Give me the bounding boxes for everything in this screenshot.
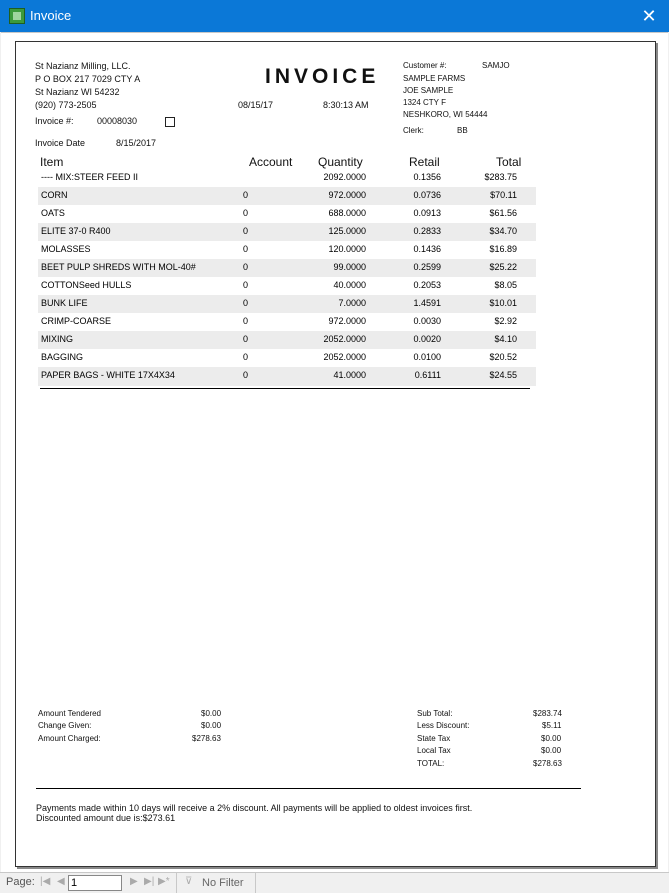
cell-quantity: 120.0000 — [328, 244, 366, 254]
cell-item: OATS — [41, 208, 65, 218]
first-page-icon[interactable]: |◀ — [40, 876, 51, 887]
app-icon — [9, 8, 25, 24]
invoice-date: 8/15/2017 — [116, 138, 157, 148]
cell-account: 0 — [243, 262, 249, 272]
cell-item: ---- MIX:STEER FEED II — [41, 172, 139, 182]
subtotal-value: $283.74 — [533, 709, 562, 718]
customer-line-1: SAMPLE FARMS — [403, 74, 466, 83]
cell-account: 0 — [243, 352, 249, 362]
cell-item: BEET PULP SHREDS WITH MOL-40# — [41, 262, 196, 272]
cell-item: COTTONSeed HULLS — [41, 280, 132, 290]
cell-account: 0 — [243, 226, 249, 236]
company-phone: (920) 773-2505 — [35, 100, 97, 110]
cell-total: $10.01 — [489, 298, 517, 308]
cell-quantity: 688.0000 — [328, 208, 366, 218]
cell-total: $2.92 — [494, 316, 517, 326]
cell-retail: 0.2599 — [413, 262, 441, 272]
table-row — [38, 331, 536, 349]
cell-retail: 0.0736 — [413, 190, 441, 200]
clerk-id: BB — [457, 126, 468, 135]
total-value: $278.63 — [533, 759, 562, 768]
cell-account: 0 — [243, 208, 249, 218]
table-row — [38, 367, 536, 386]
invoice-page — [15, 41, 656, 867]
cell-item: MOLASSES — [41, 244, 91, 254]
customer-line-4: NESHKORO, WI 54444 — [403, 110, 488, 119]
cell-retail: 0.1436 — [413, 244, 441, 254]
close-icon[interactable]: ✕ — [641, 6, 657, 26]
page-label: Page: — [6, 876, 35, 888]
cell-retail: 1.4591 — [413, 298, 441, 308]
cell-retail: 0.2833 — [413, 226, 441, 236]
cell-item: BUNK LIFE — [41, 298, 88, 308]
cell-item: PAPER BAGS - WHITE 17X4X34 — [41, 370, 175, 380]
table-row — [38, 169, 536, 187]
cell-total: $70.11 — [490, 190, 517, 200]
report-frame — [1, 32, 668, 873]
local-tax-label: Local Tax — [417, 746, 451, 755]
column-header-retail: Retail — [409, 155, 440, 169]
invoice-checkbox[interactable] — [165, 117, 175, 127]
cell-quantity: 2092.0000 — [323, 172, 366, 182]
cell-account: 0 — [243, 298, 249, 308]
cell-total: $24.55 — [489, 370, 517, 380]
print-date: 08/15/17 — [238, 100, 274, 110]
window-title: Invoice — [30, 8, 72, 23]
filter-status[interactable]: No Filter — [202, 877, 244, 889]
cell-quantity: 125.0000 — [328, 226, 366, 236]
table-bottom-rule — [40, 388, 530, 389]
column-header-total: Total — [496, 155, 522, 169]
cell-quantity: 2052.0000 — [323, 352, 366, 362]
invoice-title: INVOICE — [265, 65, 380, 88]
column-header-quantity: Quantity — [318, 155, 363, 169]
amount-charged-label: Amount Charged: — [38, 734, 101, 743]
discount-label: Less Discount: — [417, 721, 470, 730]
company-name: St Nazianz Milling, LLC. — [35, 61, 131, 71]
table-row — [38, 277, 536, 295]
footer-terms: Payments made within 10 days will receive a 2% discount. All payments will be applied to oldest invoices first. — [36, 803, 473, 813]
cell-account: 0 — [243, 244, 249, 254]
cell-item: CORN — [41, 190, 68, 200]
cell-item: MIXING — [41, 334, 74, 344]
cell-total: $8.05 — [494, 280, 517, 290]
print-time: 8:30:13 AM — [323, 100, 369, 110]
cell-retail: 0.6111 — [414, 370, 441, 380]
table-row — [38, 295, 536, 313]
cell-retail: 0.2053 — [413, 280, 441, 290]
page-number-input[interactable] — [68, 875, 122, 891]
cell-retail: 0.0030 — [413, 316, 441, 326]
table-row — [38, 259, 536, 277]
amount-tendered-value: $0.00 — [201, 709, 222, 718]
statusbar-divider — [255, 873, 256, 893]
table-row — [38, 205, 536, 223]
table-row — [38, 349, 536, 367]
record-navigation-bar — [0, 872, 669, 893]
last-page-icon[interactable]: ▶| — [144, 876, 155, 887]
cell-quantity: 41.0000 — [333, 370, 366, 380]
filter-icon[interactable]: ⊽ — [185, 876, 193, 887]
cell-retail: 0.0100 — [413, 352, 441, 362]
cell-retail: 0.0913 — [413, 208, 441, 218]
customer-label: Customer #: — [403, 61, 447, 70]
cell-item: ELITE 37-0 R400 — [41, 226, 111, 236]
invoice-date-label: Invoice Date — [35, 138, 86, 148]
previous-page-icon[interactable]: ◀ — [57, 876, 65, 887]
cell-total: $20.52 — [489, 352, 517, 362]
change-given-value: $0.00 — [201, 721, 222, 730]
customer-line-3: 1324 CTY F — [403, 98, 446, 107]
customer-id: SAMJO — [482, 61, 510, 70]
local-tax-value: $0.00 — [541, 746, 562, 755]
change-given-label: Change Given: — [38, 721, 92, 730]
cell-quantity: 99.0000 — [333, 262, 366, 272]
clerk-label: Clerk: — [403, 126, 424, 135]
cell-total: $4.10 — [494, 334, 517, 344]
column-header-item: Item — [40, 155, 64, 169]
cell-total: $61.56 — [489, 208, 517, 218]
customer-line-2: JOE SAMPLE — [403, 86, 454, 95]
table-row — [38, 187, 536, 205]
window-titlebar — [0, 0, 669, 32]
cell-retail: 0.1356 — [413, 172, 441, 182]
company-address-2: St Nazianz WI 54232 — [35, 87, 120, 97]
cell-total: $16.89 — [489, 244, 517, 254]
cell-retail: 0.0020 — [413, 334, 441, 344]
next-page-icon[interactable]: ▶ — [130, 876, 138, 887]
cell-quantity: 7.0000 — [338, 298, 366, 308]
discount-value: $5.11 — [542, 721, 562, 730]
cell-account: 0 — [243, 190, 249, 200]
total-label: TOTAL: — [417, 759, 445, 768]
state-tax-label: State Tax — [417, 734, 451, 743]
invoice-number-label: Invoice #: — [35, 116, 74, 126]
cell-account: 0 — [243, 280, 249, 290]
cell-account: 0 — [243, 334, 249, 344]
company-address-1: P O BOX 217 7029 CTY A — [35, 74, 141, 84]
cell-total: $283.75 — [484, 172, 517, 182]
cell-total: $34.70 — [489, 226, 517, 236]
statusbar-divider — [176, 873, 177, 893]
state-tax-value: $0.00 — [541, 734, 562, 743]
amount-tendered-label: Amount Tendered — [38, 709, 102, 718]
cell-quantity: 40.0000 — [333, 280, 366, 290]
footer-discount-due: Discounted amount due is:$273.61 — [36, 813, 176, 823]
table-row — [38, 241, 536, 259]
table-row — [38, 223, 536, 241]
invoice-number: 00008030 — [97, 116, 138, 126]
amount-charged-value: $278.63 — [192, 734, 221, 743]
cell-quantity: 972.0000 — [328, 190, 366, 200]
cell-account: 0 — [243, 370, 249, 380]
cell-quantity: 972.0000 — [328, 316, 366, 326]
subtotal-label: Sub Total: — [417, 709, 453, 718]
cell-item: CRIMP-COARSE — [41, 316, 112, 326]
new-record-icon[interactable]: ▶* — [158, 876, 170, 887]
column-header-account: Account — [249, 155, 293, 169]
cell-account: 0 — [243, 316, 249, 326]
footer-rule — [36, 788, 581, 789]
cell-quantity: 2052.0000 — [323, 334, 366, 344]
table-row — [38, 313, 536, 331]
cell-item: BAGGING — [41, 352, 84, 362]
cell-total: $25.22 — [489, 262, 517, 272]
